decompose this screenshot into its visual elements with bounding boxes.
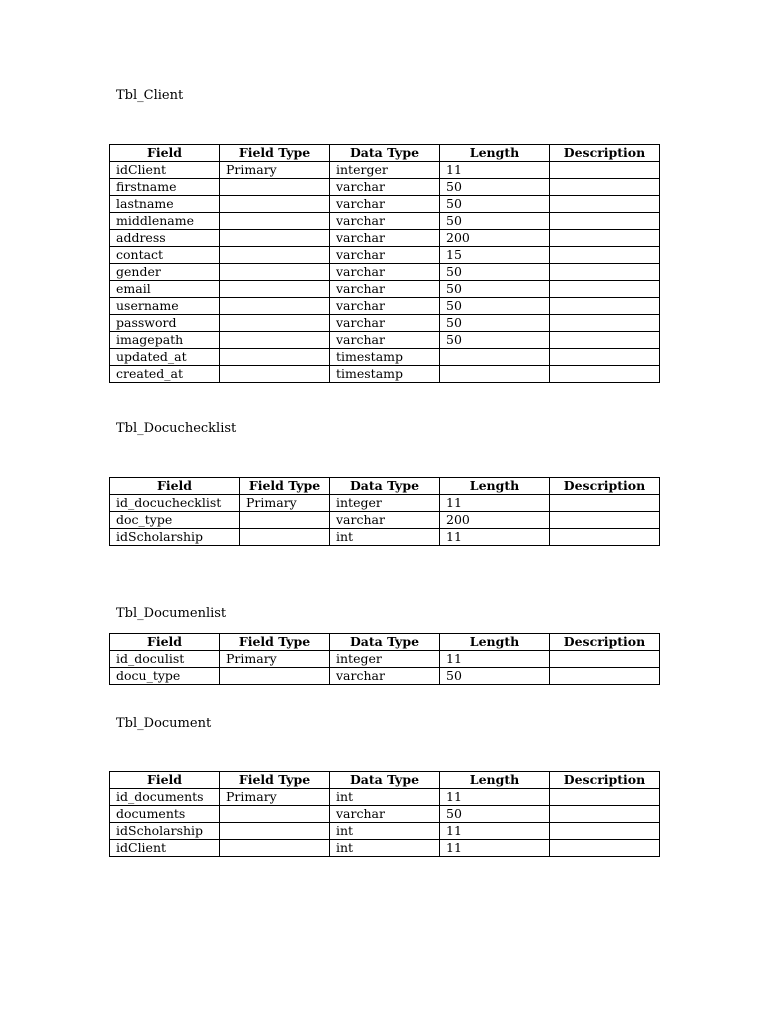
table-row	[110, 651, 660, 668]
cell-field: docu_type	[110, 668, 220, 685]
cell-field-type: Primary	[220, 651, 330, 668]
column-header-data-type: Data Type	[330, 634, 440, 651]
cell-field-type	[220, 840, 330, 857]
cell-data-type: int	[330, 529, 440, 546]
cell-field-type	[220, 264, 330, 281]
column-header-description: Description	[550, 772, 660, 789]
table-row	[110, 213, 660, 230]
table-row	[110, 230, 660, 247]
cell-data-type: varchar	[330, 264, 440, 281]
cell-field: imagepath	[110, 332, 220, 349]
cell-length: 50	[440, 196, 550, 213]
table-row	[110, 281, 660, 298]
cell-length: 11	[440, 529, 550, 546]
cell-description	[550, 823, 660, 840]
cell-field: idScholarship	[110, 529, 240, 546]
cell-description	[550, 349, 660, 366]
cell-data-type: varchar	[330, 512, 440, 529]
column-header-length: Length	[440, 145, 550, 162]
table-row	[110, 196, 660, 213]
table-row	[110, 840, 660, 857]
cell-data-type: integer	[330, 495, 440, 512]
table-row	[110, 315, 660, 332]
column-header-length: Length	[440, 634, 550, 651]
cell-length: 200	[440, 512, 550, 529]
cell-field-type: Primary	[220, 162, 330, 179]
cell-field: username	[110, 298, 220, 315]
table-title-document: Tbl_Document	[116, 716, 212, 731]
cell-description	[550, 529, 660, 546]
table-row	[110, 179, 660, 196]
header-row	[110, 772, 660, 789]
cell-description	[550, 315, 660, 332]
cell-length: 11	[440, 651, 550, 668]
table-row	[110, 512, 660, 529]
cell-field: password	[110, 315, 220, 332]
cell-length: 50	[440, 332, 550, 349]
column-header-field: Field	[110, 772, 220, 789]
table-row	[110, 823, 660, 840]
cell-length: 50	[440, 806, 550, 823]
cell-field-type	[220, 196, 330, 213]
cell-length: 50	[440, 298, 550, 315]
column-header-field-type: Field Type	[220, 634, 330, 651]
cell-description	[550, 668, 660, 685]
cell-field-type	[240, 529, 330, 546]
cell-data-type: varchar	[330, 281, 440, 298]
table-row	[110, 264, 660, 281]
column-header-data-type: Data Type	[330, 478, 440, 495]
column-header-data-type: Data Type	[330, 145, 440, 162]
cell-field-type	[220, 281, 330, 298]
column-header-data-type: Data Type	[330, 772, 440, 789]
cell-data-type: varchar	[330, 196, 440, 213]
table-row	[110, 529, 660, 546]
header-row	[110, 634, 660, 651]
cell-data-type: varchar	[330, 213, 440, 230]
cell-description	[550, 196, 660, 213]
table-row	[110, 162, 660, 179]
cell-description	[550, 264, 660, 281]
column-header-description: Description	[550, 634, 660, 651]
cell-description	[550, 247, 660, 264]
cell-field: firstname	[110, 179, 220, 196]
cell-field: idClient	[110, 162, 220, 179]
cell-description	[550, 230, 660, 247]
column-header-description: Description	[550, 478, 660, 495]
cell-description	[550, 512, 660, 529]
cell-field: created_at	[110, 366, 220, 383]
cell-data-type: varchar	[330, 668, 440, 685]
column-header-field: Field	[110, 478, 240, 495]
table-row	[110, 789, 660, 806]
table-row	[110, 806, 660, 823]
cell-length: 50	[440, 315, 550, 332]
table-row	[110, 366, 660, 383]
column-header-length: Length	[440, 478, 550, 495]
cell-data-type: timestamp	[330, 366, 440, 383]
column-header-field-type: Field Type	[220, 772, 330, 789]
column-header-field-type: Field Type	[220, 145, 330, 162]
cell-data-type: varchar	[330, 179, 440, 196]
cell-field: id_doculist	[110, 651, 220, 668]
cell-field-type	[220, 298, 330, 315]
cell-description	[550, 162, 660, 179]
cell-field: middlename	[110, 213, 220, 230]
cell-description	[550, 298, 660, 315]
cell-length: 11	[440, 789, 550, 806]
header-row	[110, 478, 660, 495]
cell-description	[550, 366, 660, 383]
cell-field-type: Primary	[240, 495, 330, 512]
cell-data-type: varchar	[330, 247, 440, 264]
cell-field: doc_type	[110, 512, 240, 529]
table-row	[110, 349, 660, 366]
cell-length: 11	[440, 823, 550, 840]
cell-description	[550, 332, 660, 349]
cell-data-type: varchar	[330, 332, 440, 349]
cell-field: address	[110, 230, 220, 247]
cell-field: idScholarship	[110, 823, 220, 840]
table-row	[110, 247, 660, 264]
cell-data-type: integer	[330, 651, 440, 668]
cell-description	[550, 789, 660, 806]
cell-length: 50	[440, 179, 550, 196]
docuchecklist-table	[109, 477, 660, 546]
cell-data-type: varchar	[330, 806, 440, 823]
cell-description	[550, 651, 660, 668]
header-row	[110, 145, 660, 162]
column-header-field-type: Field Type	[240, 478, 330, 495]
cell-data-type: interger	[330, 162, 440, 179]
table-row	[110, 298, 660, 315]
cell-data-type: varchar	[330, 298, 440, 315]
cell-data-type: int	[330, 789, 440, 806]
table-title-client: Tbl_Client	[116, 88, 184, 103]
column-header-field: Field	[110, 145, 220, 162]
cell-data-type: timestamp	[330, 349, 440, 366]
cell-field-type	[220, 332, 330, 349]
cell-field: contact	[110, 247, 220, 264]
table-row	[110, 495, 660, 512]
cell-length	[440, 349, 550, 366]
cell-length: 11	[440, 162, 550, 179]
cell-field: id_documents	[110, 789, 220, 806]
column-header-description: Description	[550, 145, 660, 162]
cell-field-type	[220, 230, 330, 247]
cell-description	[550, 213, 660, 230]
cell-length: 50	[440, 668, 550, 685]
cell-length: 50	[440, 264, 550, 281]
cell-field-type	[240, 512, 330, 529]
cell-description	[550, 806, 660, 823]
cell-data-type: varchar	[330, 230, 440, 247]
client-table	[109, 144, 660, 383]
cell-length: 11	[440, 495, 550, 512]
cell-field: idClient	[110, 840, 220, 857]
document-table	[109, 771, 660, 857]
cell-length: 15	[440, 247, 550, 264]
cell-field-type	[220, 668, 330, 685]
cell-description	[550, 840, 660, 857]
cell-field-type	[220, 366, 330, 383]
cell-data-type: int	[330, 823, 440, 840]
table-title-documenlist: Tbl_Documenlist	[116, 606, 227, 621]
cell-field: email	[110, 281, 220, 298]
cell-field-type: Primary	[220, 789, 330, 806]
cell-field-type	[220, 806, 330, 823]
cell-field: documents	[110, 806, 220, 823]
cell-description	[550, 281, 660, 298]
cell-field-type	[220, 315, 330, 332]
cell-field-type	[220, 213, 330, 230]
cell-description	[550, 495, 660, 512]
cell-field: lastname	[110, 196, 220, 213]
cell-length: 11	[440, 840, 550, 857]
cell-length	[440, 366, 550, 383]
cell-field-type	[220, 349, 330, 366]
table-row	[110, 668, 660, 685]
cell-length: 200	[440, 230, 550, 247]
cell-field-type	[220, 179, 330, 196]
cell-length: 50	[440, 213, 550, 230]
table-title-docuchecklist: Tbl_Docuchecklist	[116, 421, 237, 436]
table-row	[110, 332, 660, 349]
cell-field: id_docuchecklist	[110, 495, 240, 512]
cell-field: gender	[110, 264, 220, 281]
cell-data-type: int	[330, 840, 440, 857]
documenlist-table	[109, 633, 660, 685]
cell-data-type: varchar	[330, 315, 440, 332]
column-header-field: Field	[110, 634, 220, 651]
cell-field-type	[220, 247, 330, 264]
cell-length: 50	[440, 281, 550, 298]
cell-field-type	[220, 823, 330, 840]
cell-field: updated_at	[110, 349, 220, 366]
column-header-length: Length	[440, 772, 550, 789]
cell-description	[550, 179, 660, 196]
